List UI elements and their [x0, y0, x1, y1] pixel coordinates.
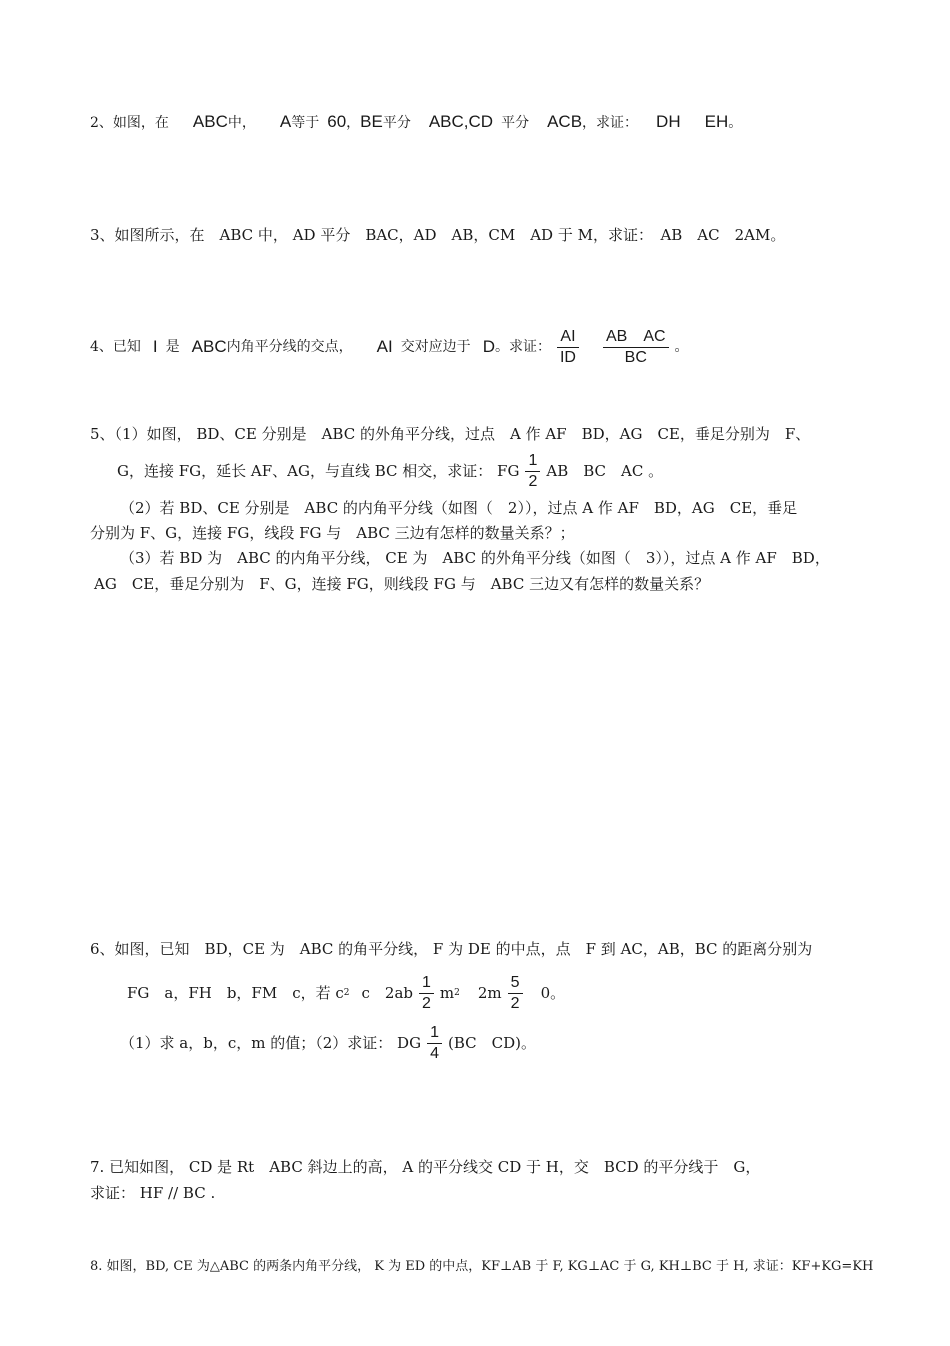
p5-l5: （3）若 BD 为 ABC 的内角平分线， CE 为 ABC 的外角平分线（如图（ 3）），过点 A 作 AF BD， [120, 549, 830, 567]
p4-triangle: ABC [191, 337, 227, 356]
p2-lead: 2、如图，在 [90, 115, 169, 131]
p4-frac2-num: AB AC [603, 327, 669, 348]
p6-l2a: FG a，FH b，FM c，若 c [127, 984, 344, 1002]
p6-frac1-den: 2 [422, 994, 431, 1012]
problem-3 [90, 225, 785, 245]
p2-eh: EH [704, 112, 729, 131]
p2-value-60: 60 [327, 112, 347, 131]
problem-2 [90, 112, 742, 133]
p2-text: 平分 [501, 115, 530, 131]
p5-l6: AG CE，垂足分别为 F、G，连接 FG，则线段 FG 与 ABC 三边又有怎样的数量关系？ [94, 575, 710, 593]
p6-fraction-quarter [427, 1023, 442, 1064]
p2-text: 等于 [291, 115, 320, 131]
p6-frac2-num: 5 [508, 973, 523, 994]
problem-6-line-1 [90, 939, 812, 959]
problem-5-line-6 [94, 574, 709, 594]
p6-exponent-2: 2 [454, 988, 460, 998]
p4-prove: 。求证： [494, 339, 551, 355]
p5-l2b: AB BC AC 。 [546, 462, 664, 480]
p6-frac3-den: 4 [430, 1044, 439, 1062]
p5-fraction-half [525, 451, 540, 492]
p2-text: 平分 [382, 115, 411, 131]
p6-l3a: （1）求 a，b，c，m 的值；（2）求证： DG [120, 1034, 422, 1052]
p4-fraction-ai-id [557, 327, 579, 368]
p5-l2a: G，连接 FG，延长 AF、AG，与直线 BC 相交，求证： FG [117, 462, 520, 480]
p4-text: 是 [165, 339, 180, 355]
p6-exponent-1: 2 [343, 988, 350, 998]
p4-text: 内角平分线的交点， [226, 339, 353, 355]
problem-8 [90, 1257, 873, 1277]
problem-5-line-4 [90, 523, 575, 543]
problem-5-line-1 [90, 424, 810, 444]
p2-text: ， [346, 115, 361, 131]
p6-frac3-num: 1 [427, 1023, 442, 1044]
p5-l4: 分别为 F、G，连接 FG，线段 FG 与 ABC 三边有怎样的数量关系？； [90, 524, 575, 542]
p5-l3: （2）若 BD、CE 分别是 ABC 的内角平分线（如图（ 2）），过点 A 作 AF BD，AG CE，垂足 [120, 499, 798, 517]
problem-7-line-2 [90, 1183, 215, 1203]
problem-7-line-1 [90, 1157, 760, 1177]
p3-text: 3、如图所示，在 ABC 中， AD 平分 BAC，AD AB，CM AD 于 M，求证： AB AC 2AM。 [90, 226, 786, 244]
p2-acb: ACB [547, 112, 583, 131]
p2-dh: DH [656, 112, 681, 131]
p2-prove: ，求证： [582, 115, 639, 131]
problem-6-line-3 [120, 1020, 536, 1066]
p4-frac2-den: BC [624, 348, 647, 366]
p8-text: 8. 如图，BD, CE 为△ABC 的两条内角平分线， K 为 ED 的中点，KF⊥AB 于 F, KG⊥AC 于 G, KH⊥BC 于 H, 求证：KF+KG=KH [90, 1259, 874, 1274]
p4-text: 交对应边于 [400, 339, 471, 355]
problem-5-line-5 [120, 548, 830, 568]
p4-end: 。 [674, 339, 689, 355]
p4-fraction-ab-ac-bc [603, 327, 669, 368]
p4-frac1-num: AI [557, 327, 579, 348]
problem-4 [90, 322, 689, 372]
p6-l2e: 0。 [540, 984, 566, 1002]
p4-d: D [482, 337, 495, 356]
p2-triangle: ABC [192, 112, 228, 131]
p2-angle-a: A [279, 112, 292, 131]
p7-l2: 求证： HF // BC . [90, 1184, 216, 1202]
p6-l1: 6、如图，已知 BD，CE 为 ABC 的角平分线， F 为 DE 的中点，点 F 到 AC，AB，BC 的距离分别为 [90, 940, 813, 958]
p4-frac1-den: ID [559, 348, 576, 366]
problem-5-line-2 [117, 448, 663, 494]
p2-end: 。 [728, 115, 743, 131]
p2-be: BE [360, 112, 383, 131]
p5-frac-den: 2 [528, 472, 538, 490]
p7-l1: 7. 已知如图， CD 是 Rt ABC 斜边上的高， A 的平分线交 CD 于 H，交 BCD 的平分线于 G， [90, 1158, 761, 1176]
p6-fraction-half [419, 973, 434, 1014]
p6-l2d: 2m [477, 984, 502, 1002]
p4-i: I [152, 337, 158, 356]
p6-l2b: c 2ab [361, 984, 413, 1002]
p2-text: 中， [227, 115, 256, 131]
p2-abc-cd: ABC,CD [428, 112, 494, 131]
p5-frac-num: 1 [525, 451, 540, 472]
p5-l1: 5、（1）如图， BD、CE 分别是 ABC 的外角平分线，过点 A 作 AF BD，AG CE，垂足分别为 F、 [90, 425, 811, 443]
p6-fraction-five-halves [508, 973, 523, 1014]
p4-lead: 4、已知 [90, 339, 141, 355]
p6-frac1-num: 1 [419, 973, 434, 994]
p4-ai: AI [376, 337, 393, 356]
p6-l2c: m [439, 984, 455, 1002]
problem-6-line-2 [127, 970, 565, 1016]
p6-frac2-den: 2 [510, 994, 520, 1012]
problem-5-line-3 [120, 498, 797, 518]
p6-l3b: (BC CD)。 [447, 1034, 536, 1052]
